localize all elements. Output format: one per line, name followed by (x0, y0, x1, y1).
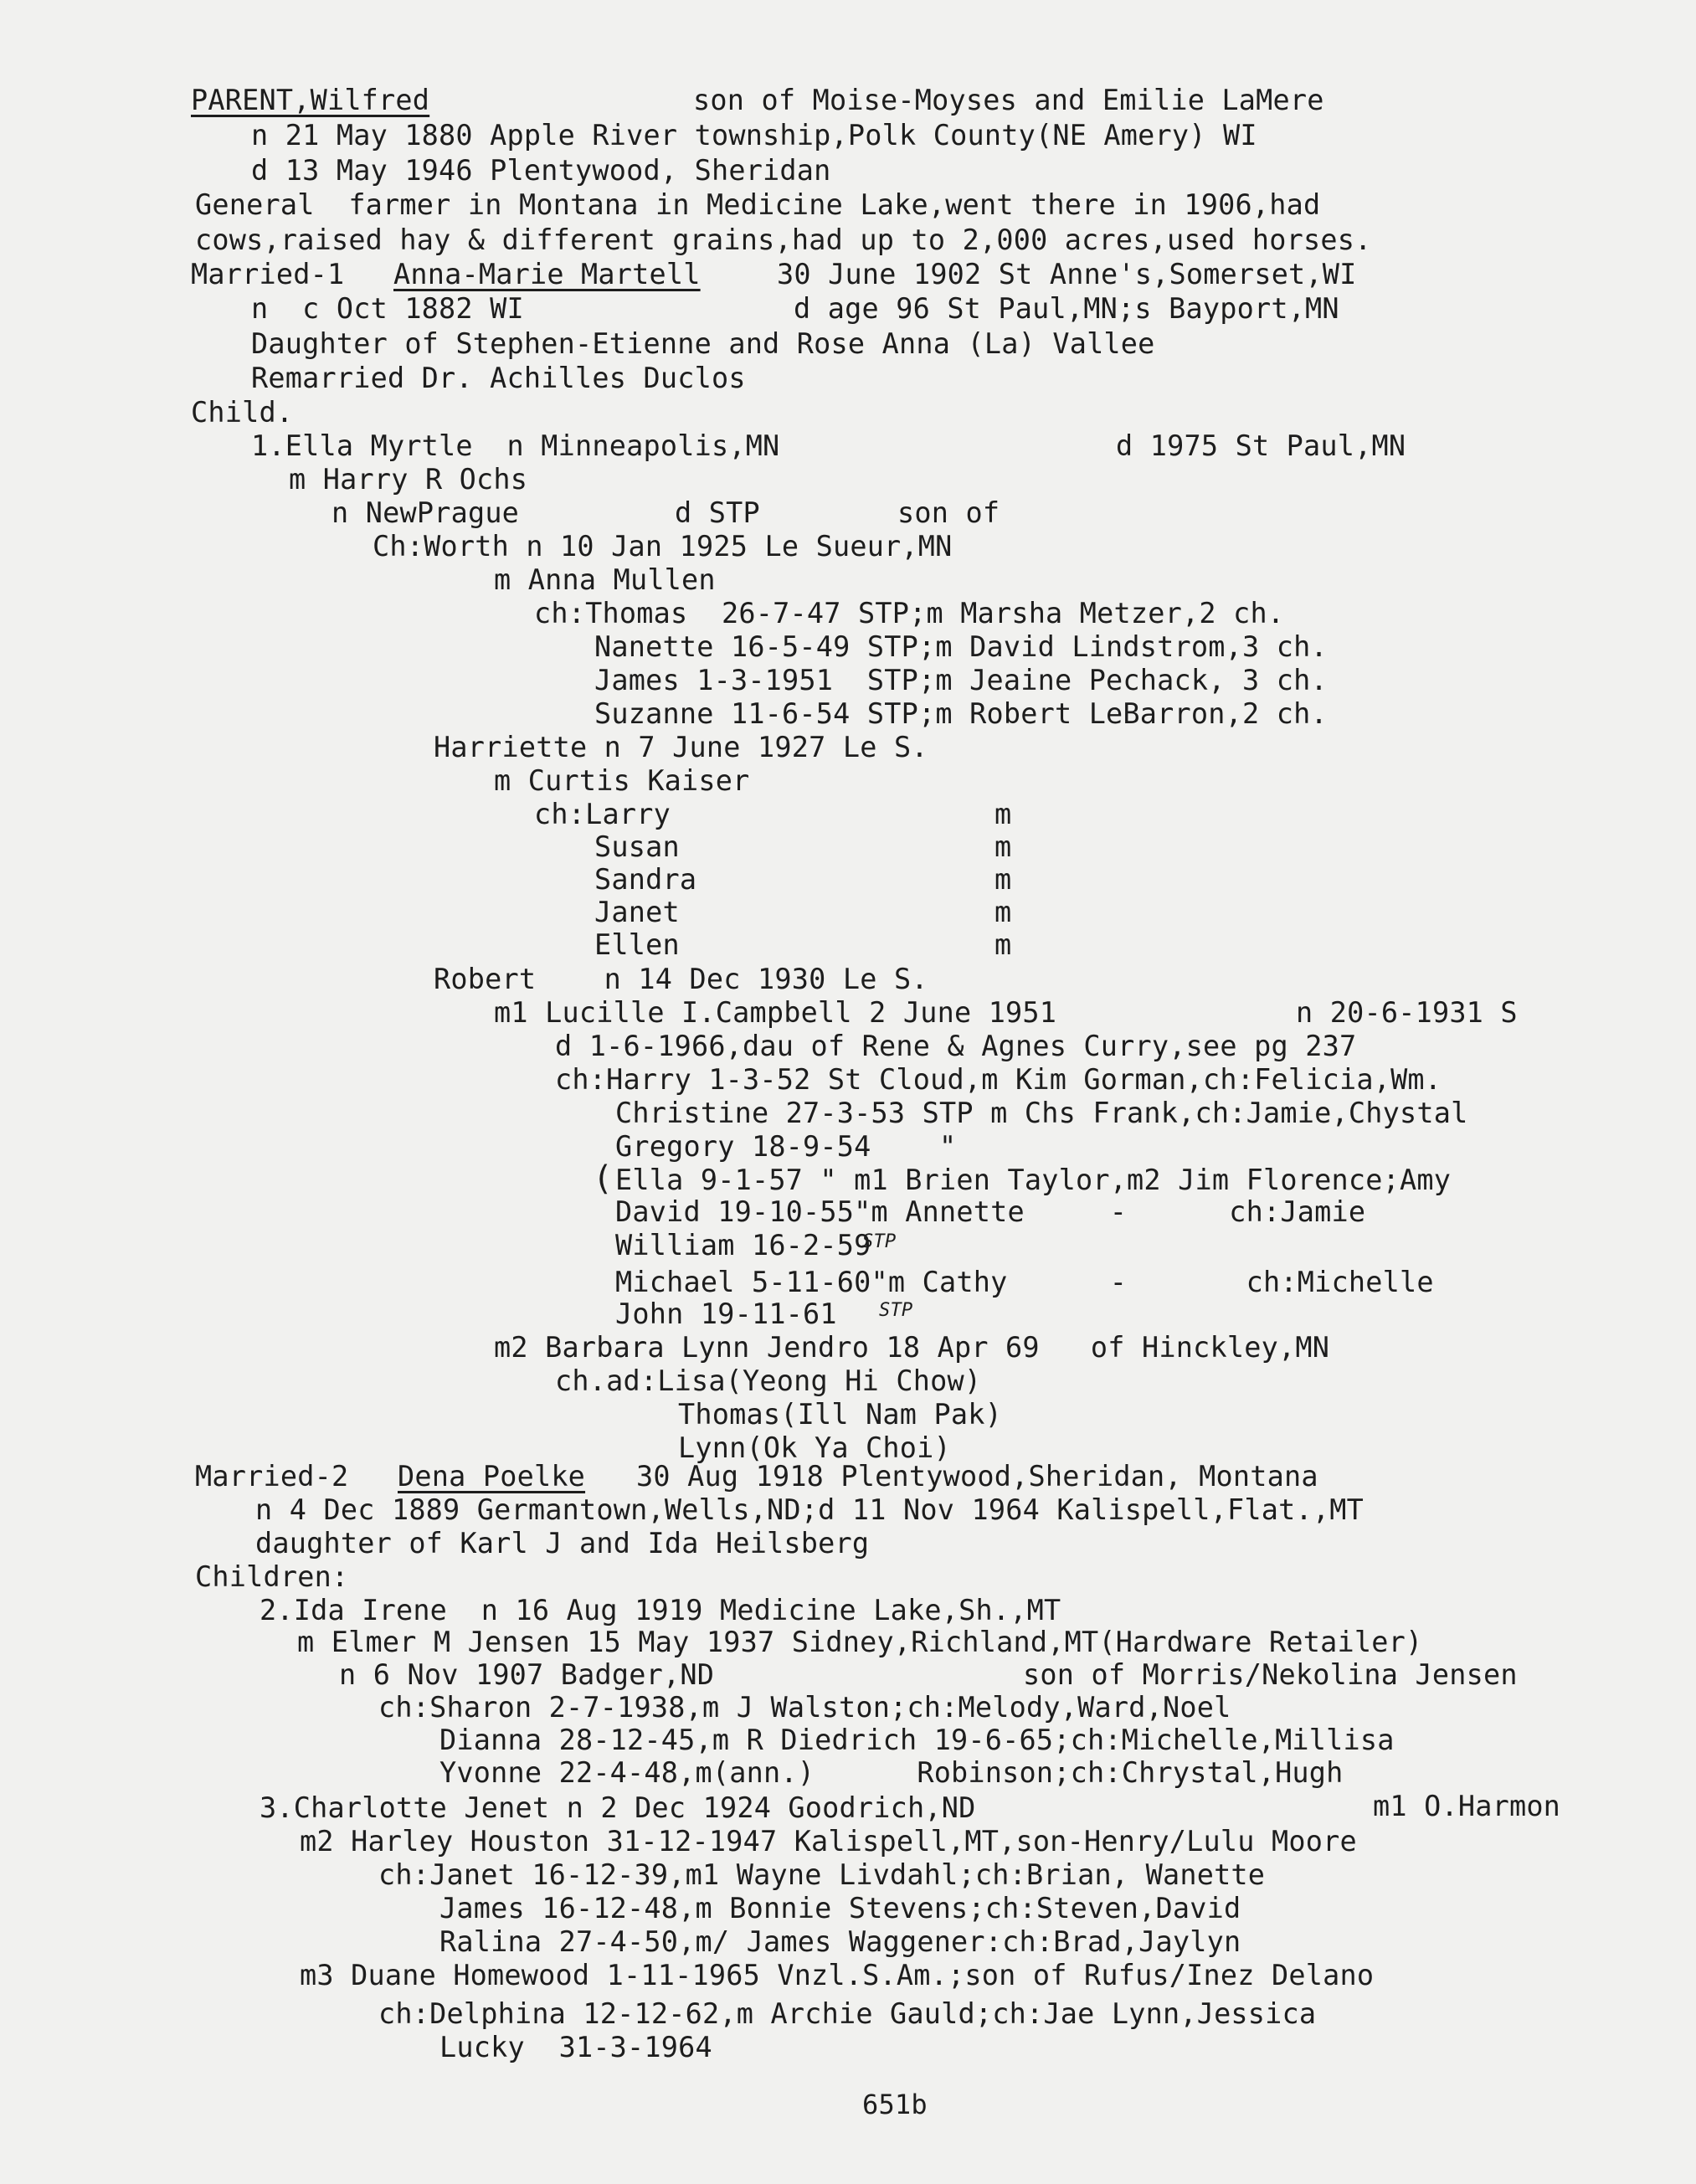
robert-child-william: William 16-2-59 (615, 1229, 871, 1262)
harriette-child-susan: Susan (594, 830, 680, 863)
child-heading: Child. (191, 396, 294, 429)
worth-child-nanette: Nanette 16-5-49 STP;m David Lindstrom,3 ch. (594, 630, 1328, 663)
worth-child-james: James 1-3-1951 STP;m Jeaine Pechack, 3 ch. (594, 664, 1328, 696)
spouse-2-parents: daughter of Karl J and Ida Heilsberg (255, 1527, 870, 1560)
child-2-child-yvonne: Yvonne 22-4-48,m(ann.) Robinson;ch:Chrystal,Hugh (439, 1756, 1344, 1789)
subject-name: PARENT,Wilfred (191, 84, 430, 116)
marriage-1-spouse: Anna-Marie Martell (393, 258, 701, 290)
grandchild-harriette: Harriette n 7 June 1927 Le S. (434, 731, 928, 763)
page-number: 651b (862, 2089, 928, 2120)
child-1-spouse-birth: n NewPrague (331, 496, 520, 529)
child-3-marriage-2: m2 Harley Houston 31-12-1947 Kalispell,MT,son-Henry/Lulu Moore (300, 1825, 1357, 1858)
children-heading: Children: (195, 1560, 349, 1593)
robert-marriage-1: m1 Lucille I.Campbell 2 June 1951 (494, 996, 1057, 1029)
child-1-spouse: m Harry R Ochs (289, 463, 528, 496)
harriette-child-ellen-m: m (994, 928, 1012, 961)
child-3-child-james: James 16-12-48,m Bonnie Stevens;ch:Steven,David (439, 1892, 1241, 1924)
marriage-1-prefix: Married-1 (191, 258, 345, 290)
robert-marriage-2: m2 Barbara Lynn Jendro 18 Apr 69 of Hinckley,MN (494, 1331, 1330, 1364)
grandchild-worth: Ch:Worth n 10 Jan 1925 Le Sueur,MN (373, 530, 953, 563)
child-1-name: 1.Ella Myrtle n Minneapolis,MN (251, 429, 780, 462)
child-3-child-lucky: Lucky 31-3-1964 (439, 2031, 712, 2063)
harriette-child-susan-m: m (994, 830, 1012, 863)
spouse-1-remarried: Remarried Dr. Achilles Duclos (251, 362, 746, 394)
adopted-child-lynn: Lynn(Ok Ya Choi) (678, 1431, 951, 1464)
robert-spouse-1-death: d 1-6-1966,dau of Rene & Agnes Curry,see pg 237 (555, 1030, 1357, 1062)
child-3-child-ralina: Ralina 27-4-50,m/ James Waggener:ch:Brad,Jaylyn (439, 1925, 1241, 1958)
bracket-mark: ( (593, 1159, 614, 1198)
child-1-spouse-son-of: son of (897, 496, 1000, 529)
child-1-spouse-death: d STP (675, 496, 760, 529)
worth-spouse: m Anna Mullen (494, 563, 716, 596)
robert-child-michael: Michael 5-11-60"m Cathy - ch:Michelle (615, 1266, 1434, 1298)
child-2-spouse-birth: n 6 Nov 1907 Badger,ND (339, 1658, 715, 1691)
marriage-2-prefix: Married-2 (195, 1460, 349, 1493)
harriette-child-ellen: Ellen (594, 928, 680, 961)
robert-spouse-1-birth: n 20-6-1931 S (1296, 996, 1518, 1029)
worth-child-suzanne: Suzanne 11-6-54 STP;m Robert LeBarron,2 ch. (594, 697, 1328, 730)
occupation-note-cont: cows,raised hay & different grains,had up to 2,000 acres,used horses. (195, 224, 1372, 256)
child-1-death: d 1975 St Paul,MN (1116, 429, 1406, 462)
child-3-child-janet: ch:Janet 16-12-39,m1 Wayne Livdahl;ch:Brian, Wanette (378, 1858, 1266, 1891)
robert-child-john: John 19-11-61 (615, 1298, 837, 1330)
grandchild-robert: Robert n 14 Dec 1930 Le S. (434, 963, 928, 995)
robert-child-gregory: Gregory 18-9-54 " (615, 1130, 957, 1163)
robert-child-david: David 19-10-55"m Annette - ch:Jamie (615, 1195, 1366, 1228)
child-2-spouse-parents: son of Morris/Nekolina Jensen (1023, 1658, 1518, 1691)
marriage-2-details: 30 Aug 1918 Plentywood,Sheridan, Montana (636, 1460, 1318, 1493)
child-3-child-delphina: ch:Delphina 12-12-62,m Archie Gauld;ch:Jae Lynn,Jessica (378, 1997, 1317, 2030)
harriette-child-larry: ch:Larry (534, 798, 671, 830)
robert-child-christine: Christine 27-3-53 STP m Chs Frank,ch:Jamie,Chystal (615, 1097, 1468, 1129)
child-2-spouse: m Elmer M Jensen 15 May 1937 Sidney,Richland,MT(Hardware Retailer) (297, 1626, 1423, 1658)
adopted-child-lisa: ch.ad:Lisa(Yeong Hi Chow) (555, 1364, 982, 1397)
subject-death: d 13 May 1946 Plentywood, Sheridan (251, 154, 831, 187)
harriette-child-sandra: Sandra (594, 863, 697, 896)
robert-child-ella: Ella 9-1-57 " m1 Brien Taylor,m2 Jim Florence;Amy (615, 1164, 1452, 1196)
robert-child-harry: ch:Harry 1-3-52 St Cloud,m Kim Gorman,ch:Felicia,Wm. (555, 1063, 1442, 1096)
occupation-note: General farmer in Montana in Medicine Lake,went there in 1906,had (195, 188, 1321, 221)
child-3-marriage-3: m3 Duane Homewood 1-11-1965 Vnzl.S.Am.;son of Rufus/Inez Delano (300, 1959, 1375, 1991)
spouse-2-birth-death: n 4 Dec 1889 Germantown,Wells,ND;d 11 Nov 1964 Kalispell,Flat.,MT (255, 1493, 1364, 1526)
child-2-name: 2.Ida Irene n 16 Aug 1919 Medicine Lake,Sh.,MT (260, 1594, 1061, 1626)
child-3-name: 3.Charlotte Jenet n 2 Dec 1924 Goodrich,ND (260, 1791, 976, 1824)
spouse-1-death: d age 96 St Paul,MN;s Bayport,MN (794, 292, 1339, 325)
harriette-child-janet-m: m (994, 896, 1012, 928)
marriage-2-spouse: Dena Poelke (398, 1460, 586, 1493)
spouse-1-parents: Daughter of Stephen-Etienne and Rose Anna (La) Vallee (251, 327, 1155, 360)
harriette-child-janet: Janet (594, 896, 680, 928)
harriette-child-larry-m: m (994, 798, 1012, 830)
adopted-child-thomas: Thomas(Ill Nam Pak) (678, 1398, 1003, 1431)
child-2-child-sharon: ch:Sharon 2-7-1938,m J Walston;ch:Melody,Ward,Noel (378, 1691, 1231, 1724)
spouse-1-birth: n c Oct 1882 WI (251, 292, 524, 325)
harriette-child-sandra-m: m (994, 863, 1012, 896)
subject-birth: n 21 May 1880 Apple River township,Polk County(NE Amery) WI (251, 119, 1257, 152)
child-3-marriage-1: m1 O.Harmon (1373, 1790, 1561, 1822)
handwritten-stp-william: STP (862, 1231, 897, 1252)
marriage-1-details: 30 June 1902 St Anne's,Somerset,WI (777, 258, 1357, 290)
handwritten-stp-john: STP (879, 1300, 913, 1321)
harriette-spouse: m Curtis Kaiser (494, 764, 750, 797)
worth-child-thomas: ch:Thomas 26-7-47 STP;m Marsha Metzer,2 ch. (534, 597, 1285, 630)
subject-parents: son of Moise-Moyses and Emilie LaMere (693, 84, 1324, 116)
child-2-child-dianna: Dianna 28-12-45,m R Diedrich 19-6-65;ch:Michelle,Millisa (439, 1724, 1395, 1756)
